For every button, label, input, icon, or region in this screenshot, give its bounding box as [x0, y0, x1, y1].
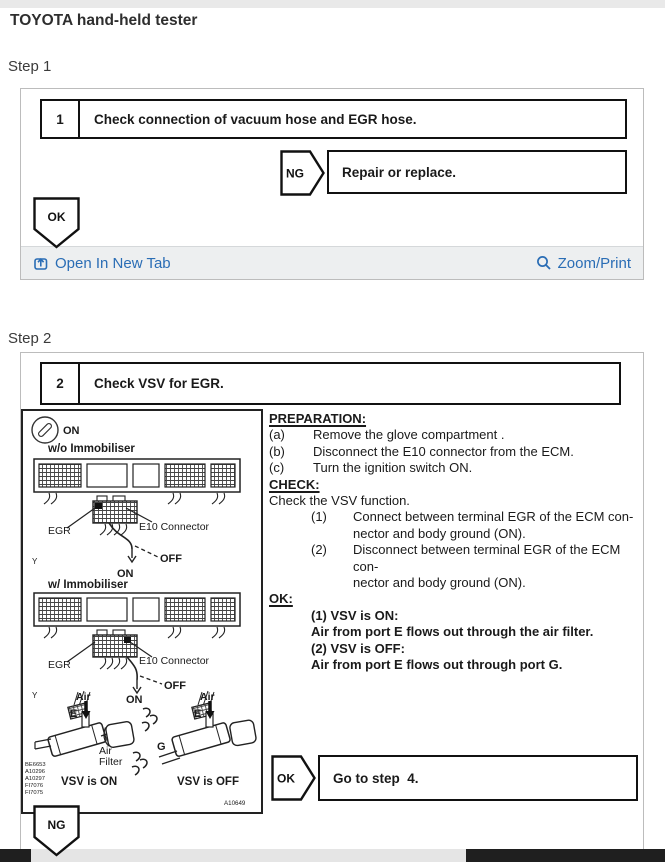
check-item: (1) Connect between terminal EGR of the ECM con- nector and body ground (ON). — [311, 509, 634, 541]
ok-result-line: (1) VSV is ON: — [311, 607, 399, 623]
ok-result-box — [318, 755, 638, 801]
magnifier-icon — [536, 255, 552, 271]
step2-flow-box — [40, 362, 621, 405]
ng-label: NG — [286, 166, 304, 181]
vsv-off-caption: VSV is OFF — [177, 776, 239, 788]
preparation-item: (b) Disconnect the E10 connector from the ECM. — [269, 443, 574, 459]
ok-heading: OK: — [269, 591, 293, 607]
page-title: TOYOTA hand-held tester — [10, 12, 198, 29]
ng-label: NG — [47, 818, 66, 832]
on-label: ON — [126, 694, 143, 706]
air-label: Air — [76, 691, 91, 703]
ng-terminal-shape — [33, 805, 80, 857]
zoom-print-link[interactable] — [536, 255, 631, 272]
off-label: OFF — [160, 553, 182, 565]
e10-connector-label: E10 Connector — [139, 655, 210, 667]
y-marker: Y — [32, 691, 38, 700]
flow-step-text: Check VSV for EGR. — [94, 376, 224, 391]
figure-ref-code: BE6653 — [25, 762, 46, 768]
flow-step-number: 1 — [42, 101, 80, 137]
figure-ref-code: A10297 — [25, 776, 45, 782]
air-filter-label: Filter — [99, 756, 123, 768]
ng-result-box — [327, 150, 627, 194]
flow-step-text: Check connection of vacuum hose and EGR hose. — [94, 111, 417, 127]
ignition-switch-icon — [32, 417, 58, 443]
figure-ref-code: FI7075 — [25, 790, 44, 796]
zoom-print-label: Zoom/Print — [557, 254, 631, 272]
ok-result-line: (2) VSV is OFF: — [311, 640, 405, 656]
ok-result-text: Go to step 4. — [333, 770, 419, 786]
air-filter-label: Air — [99, 745, 112, 757]
ok-result-line: Air from port E flows out through the air filter. — [311, 624, 594, 640]
open-in-new-tab-label: Open In New Tab — [55, 254, 171, 272]
ok-result-line: Air from port E flows out through port G. — [311, 657, 563, 673]
bottom-bar-right — [466, 849, 665, 862]
check-item: (2) Disconnect between terminal EGR of the ECM con- nector and body ground (ON). — [311, 542, 621, 591]
step1-panel — [20, 88, 644, 280]
ok-terminal-shape — [33, 197, 80, 249]
top-strip — [0, 0, 665, 8]
egr-terminal-label: EGR — [48, 525, 71, 537]
step2-label: Step 2 — [8, 330, 52, 347]
egr-terminal-label: EGR — [48, 659, 71, 671]
vsv-on-caption: VSV is ON — [61, 776, 118, 788]
figure-toolbar — [21, 246, 643, 279]
open-in-new-tab-icon — [33, 255, 49, 271]
procedure-text — [269, 411, 641, 674]
figure-ref-code: A10296 — [25, 769, 45, 775]
step2-panel — [20, 352, 644, 862]
step1-flow-box — [40, 99, 627, 139]
ok-label: OK — [47, 210, 66, 224]
flow-step-number: 2 — [42, 364, 80, 403]
y-marker: Y — [32, 557, 38, 566]
air-label: Air — [200, 691, 215, 703]
check-heading: CHECK: — [269, 476, 320, 492]
e10-connector-label: E10 Connector — [139, 521, 210, 533]
ng-result-text: Repair or replace. — [342, 164, 457, 180]
step1-label: Step 1 — [8, 58, 52, 75]
figure-ref-code: FI7076 — [25, 783, 44, 789]
preparation-item: (c) Turn the ignition switch ON. — [269, 460, 473, 476]
ok-label: OK — [277, 771, 295, 786]
port-g-label: G — [157, 741, 166, 753]
figure-code: A10649 — [224, 800, 246, 807]
without-immobiliser-label: w/o Immobiliser — [48, 443, 135, 455]
vsv-wiring-diagram — [21, 409, 263, 814]
ignition-on-label: ON — [63, 425, 80, 437]
ok-arrow-shape — [271, 755, 316, 801]
port-e-label: E — [194, 708, 202, 720]
bottom-bar-middle — [31, 849, 466, 862]
off-label: OFF — [164, 680, 186, 692]
preparation-heading: PREPARATION: — [269, 411, 367, 426]
ng-arrow-shape — [280, 150, 325, 196]
port-e-label: E — [70, 708, 78, 720]
bottom-bar-left — [0, 849, 31, 862]
preparation-item: (a) Remove the glove compartment . — [269, 427, 505, 443]
with-immobiliser-label: w/ Immobiliser — [48, 579, 128, 591]
on-label: ON — [117, 568, 134, 580]
open-in-new-tab-link[interactable] — [33, 255, 171, 272]
check-intro: Check the VSV function. — [269, 493, 410, 509]
